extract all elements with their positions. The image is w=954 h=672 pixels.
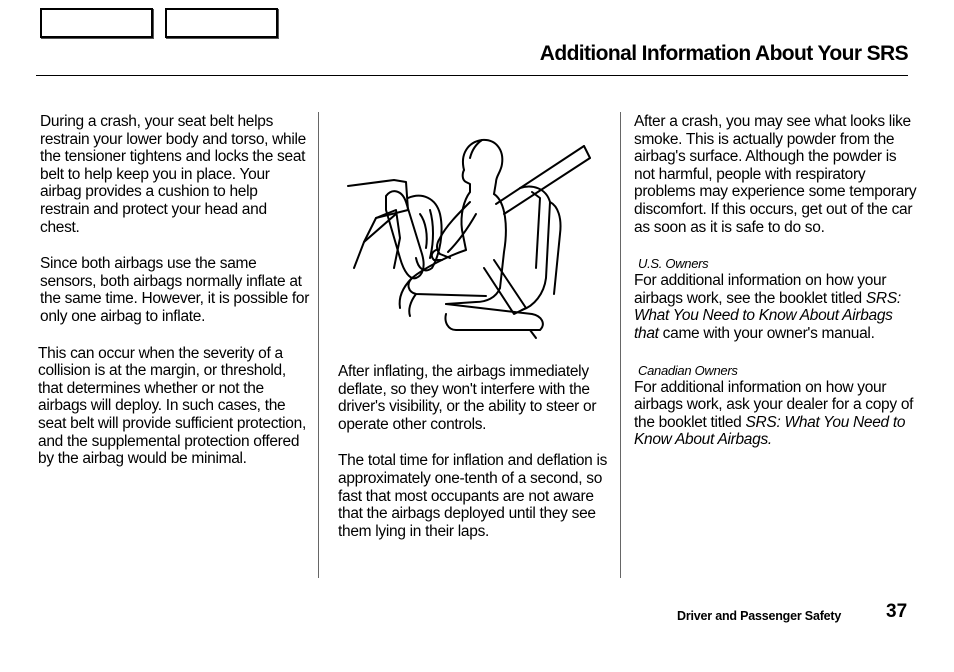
column-divider [620,112,621,578]
paragraph-threshold: This can occur when the severity of a collision is at the margin, or threshold, that determines whether or not the airbags will deploy. In such cases, the seat belt will provide sufficient protection, and the supplemental protection offered by the airbag would be minimal. [38,344,306,468]
paragraph-seatbelt: During a crash, your seat belt helps restrain your lower body and torso, while the tensioner tightens and locks the seat belt to help keep you in place. Your airbag provides a cushion to help restrain and protect your head and chest. [40,113,306,236]
paragraph-timing: The total time for inflation and deflation is approximately one-tenth of a second, so fast that most occupants are not aware that the airbags deployed until they see them lying in their laps. [338,452,608,540]
paragraph-us-owners [634,272,919,342]
footer-section-name: Driver and Passenger Safety [677,609,842,623]
page-title: Additional Information About Your SRS [539,42,908,65]
nav-previous-button[interactable] [40,8,153,38]
us-booklet-title: SRS: What You Need to Know About Airbags that [634,289,901,342]
column-1 [40,113,310,468]
canadian-booklet-title: SRS: What You Need to Know About Airbags. [634,413,906,449]
paragraph-smoke: After a crash, you may see what looks like smoke. This is actually powder from the airbag's surface. Although the powder is not harmful, people with respiratory problems may experience some temporary discomfort. If this occurs, get out of the car as soon as it is safe to do so. [634,113,917,236]
us-owners-text-end: came with your owner's manual. [662,324,875,342]
column-2 [338,363,613,540]
paragraph-canadian-owners [634,379,919,449]
canadian-owners-label: Canadian Owners [638,362,738,378]
paragraph-sensors: Since both airbags use the same sensors, both airbags normally inflate at the same time. However, it is possible for only one airbag to inflate. [40,255,310,325]
driver-airbag-illustration [336,118,614,340]
column-divider [318,112,319,578]
nav-next-button[interactable] [165,8,278,38]
us-owners-text: For additional information on how your airbags work, see the booklet titled [634,272,887,307]
canadian-owners-text: For additional information on how your airbags work, ask your dealer for a copy of the booklet titled [634,378,914,431]
paragraph-deflate: After inflating, the airbags immediately deflate, so they won't interfere with the driver's visibility, or the ability to steer or operate other controls. [338,363,597,433]
page-number: 37 [886,601,908,622]
column-3 [634,113,919,449]
title-divider [36,75,908,76]
us-owners-label: U.S. Owners [638,256,709,272]
